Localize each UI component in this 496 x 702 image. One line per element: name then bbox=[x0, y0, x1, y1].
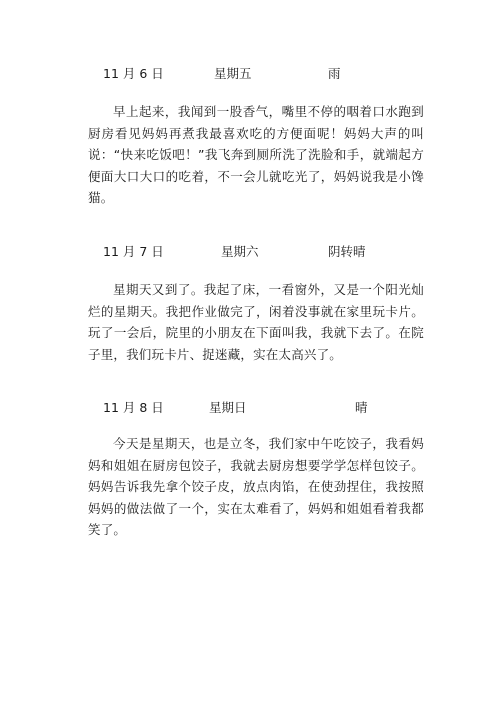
entry-weather: 阴转晴 bbox=[328, 244, 366, 259]
entry-body-3: 今天是星期天，也是立冬，我们家中午吃饺子，我看妈妈和姐姐在厨房包饺子，我就去厨房想要学学怎样包饺子。妈妈告诉我先拿个饺子皮，放点肉馅，在使劲捏住，我按照妈妈的做法做了一个，实在太难看了，妈妈和姐姐看着我都笑了。 bbox=[88, 436, 424, 537]
entry-date: 11 月 8 日 bbox=[103, 400, 164, 415]
entry-header-1 bbox=[0, 64, 496, 84]
entry-weather: 晴 bbox=[355, 400, 368, 415]
entry-header-2 bbox=[0, 242, 496, 262]
entry-weather: 雨 bbox=[328, 66, 341, 81]
entry-date: 11 月 7 日 bbox=[103, 244, 164, 259]
entry-weekday: 星期五 bbox=[214, 66, 252, 81]
entry-weekday: 星期六 bbox=[221, 244, 259, 259]
entry-header-3 bbox=[0, 398, 496, 418]
entry-date: 11 月 6 日 bbox=[103, 66, 164, 81]
entry-weekday: 星期日 bbox=[209, 400, 247, 415]
entry-body-2: 星期天又到了。我起了床，一看窗外，又是一个阳光灿烂的星期天。我把作业做完了，闲着没事就在家里玩卡片。玩了一会后，院里的小朋友在下面叫我，我就下去了。在院子里，我们玩卡片、捉迷藏，实在太高兴了。 bbox=[88, 282, 424, 362]
entry-body-1: 早上起来，我闻到一股香气，嘴里不停的咽着口水跑到厨房看见妈妈再煮我最喜欢吃的方便面呢！妈妈大声的叫说：“快来吃饭吧！”我飞奔到厕所洗了洗脸和手，就端起方便面大口大口的吃着，不一会儿就吃光了，妈妈说我是小馋猫。 bbox=[88, 104, 424, 205]
